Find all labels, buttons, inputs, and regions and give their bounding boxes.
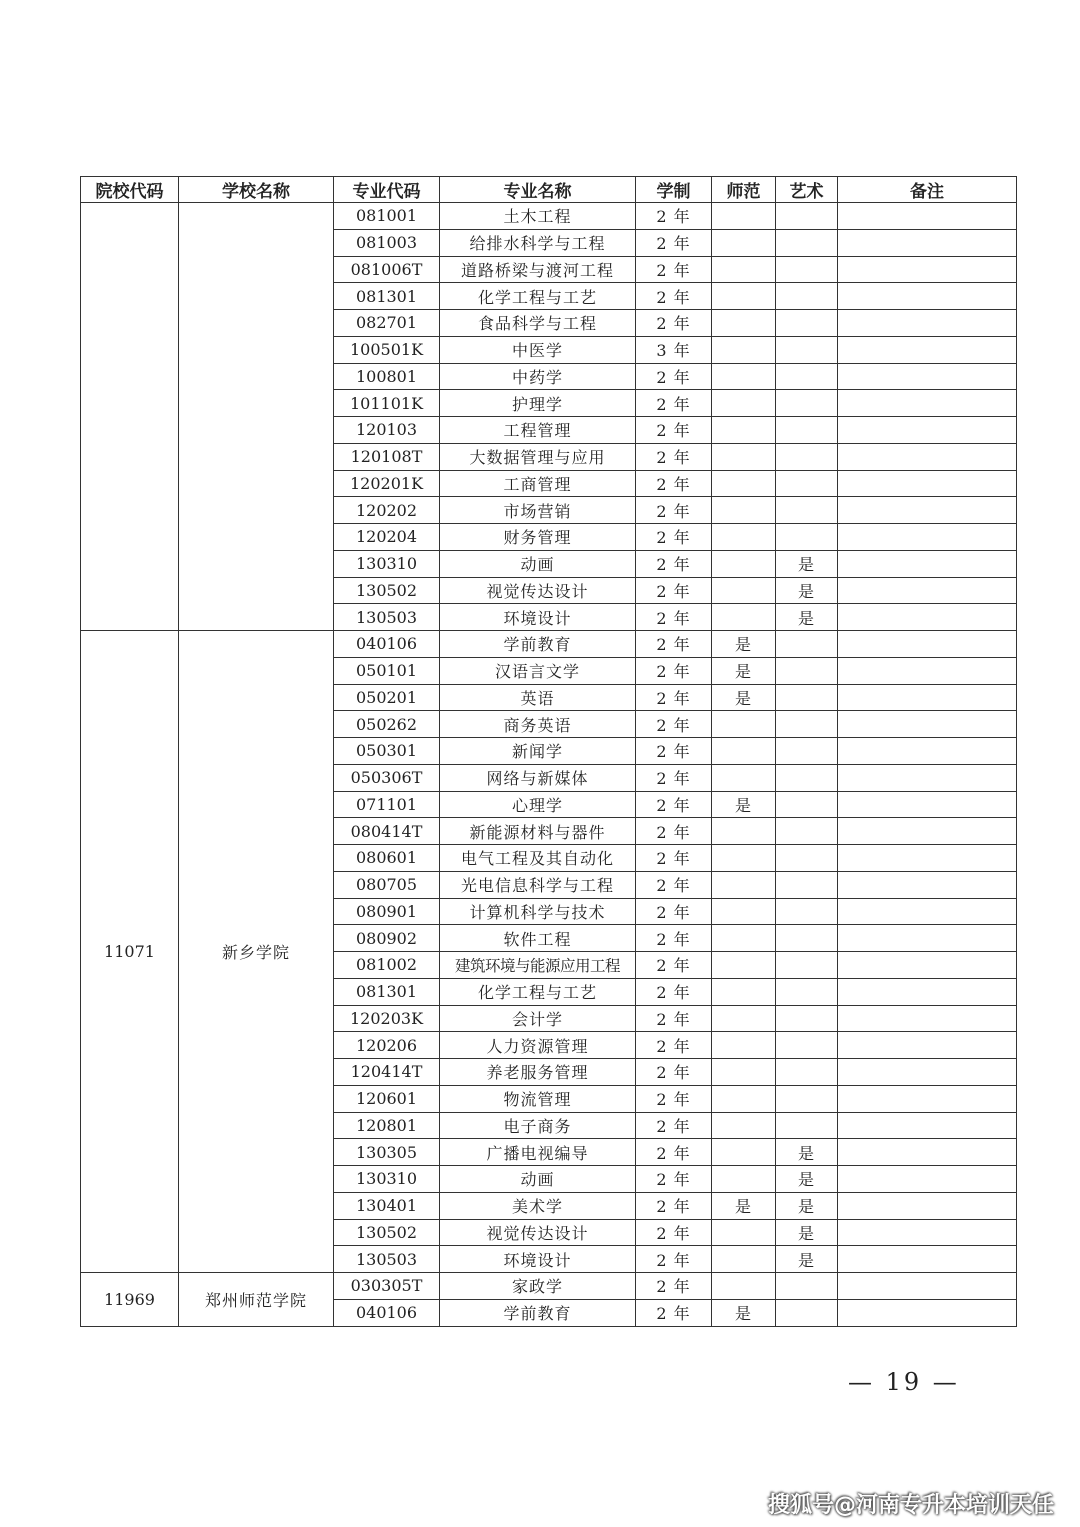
art-cell: [776, 229, 838, 256]
major-name-cell: 养老服务管理: [440, 1059, 636, 1086]
art-cell: [776, 524, 838, 551]
normal-cell: [712, 1273, 776, 1300]
major-code-cell: 130503: [334, 604, 440, 631]
note-cell: [838, 791, 1017, 818]
major-code-cell: 130401: [334, 1192, 440, 1219]
normal-cell: [712, 256, 776, 283]
major-table: [80, 176, 1017, 1327]
major-code-cell: 130310: [334, 1166, 440, 1193]
note-cell: [838, 1192, 1017, 1219]
normal-cell: [712, 417, 776, 444]
header-major-name: 专业名称: [440, 177, 636, 203]
normal-cell: [712, 390, 776, 417]
header-major-code: 专业代码: [334, 177, 440, 203]
major-code-cell: 120202: [334, 497, 440, 524]
art-cell: [776, 417, 838, 444]
major-name-cell: 商务英语: [440, 711, 636, 738]
normal-cell: [712, 1032, 776, 1059]
major-code-cell: 050262: [334, 711, 440, 738]
art-cell: [776, 845, 838, 872]
school-name-cell: [179, 203, 334, 631]
major-code-cell: 130305: [334, 1139, 440, 1166]
note-cell: [838, 684, 1017, 711]
art-cell: [776, 497, 838, 524]
art-cell: [776, 336, 838, 363]
art-cell: 是: [776, 1139, 838, 1166]
art-cell: [776, 738, 838, 765]
major-name-cell: 心理学: [440, 791, 636, 818]
art-cell: [776, 390, 838, 417]
major-code-cell: 120201K: [334, 470, 440, 497]
normal-cell: [712, 550, 776, 577]
major-code-cell: 130502: [334, 1219, 440, 1246]
art-cell: [776, 1032, 838, 1059]
normal-cell: [712, 818, 776, 845]
major-code-cell: 050306T: [334, 764, 440, 791]
note-cell: [838, 1032, 1017, 1059]
major-name-cell: 学前教育: [440, 631, 636, 658]
normal-cell: [712, 978, 776, 1005]
art-cell: [776, 631, 838, 658]
art-cell: [776, 952, 838, 979]
art-cell: [776, 764, 838, 791]
note-cell: [838, 711, 1017, 738]
years-cell: 2 年: [636, 1085, 712, 1112]
major-code-cell: 130310: [334, 550, 440, 577]
years-cell: 2 年: [636, 363, 712, 390]
years-cell: 2 年: [636, 1059, 712, 1086]
major-name-cell: 家政学: [440, 1273, 636, 1300]
normal-cell: [712, 1005, 776, 1032]
art-cell: [776, 898, 838, 925]
years-cell: 2 年: [636, 657, 712, 684]
major-name-cell: 动画: [440, 550, 636, 577]
note-cell: [838, 631, 1017, 658]
major-name-cell: 给排水科学与工程: [440, 229, 636, 256]
major-code-cell: 100501K: [334, 336, 440, 363]
header-row: [81, 177, 1017, 203]
note-cell: [838, 1246, 1017, 1273]
art-cell: [776, 818, 838, 845]
normal-cell: [712, 363, 776, 390]
normal-cell: [712, 1166, 776, 1193]
major-code-cell: 082701: [334, 310, 440, 337]
major-name-cell: 汉语言文学: [440, 657, 636, 684]
normal-cell: [712, 604, 776, 631]
normal-cell: [712, 524, 776, 551]
art-cell: [776, 684, 838, 711]
art-cell: [776, 1273, 838, 1300]
table-row: [81, 631, 1017, 658]
school-name-cell: 郑州师范学院: [179, 1273, 334, 1327]
art-cell: 是: [776, 577, 838, 604]
normal-cell: [712, 577, 776, 604]
note-cell: [838, 1273, 1017, 1300]
years-cell: 2 年: [636, 925, 712, 952]
major-name-cell: 新能源材料与器件: [440, 818, 636, 845]
art-cell: [776, 1299, 838, 1326]
table-row: [81, 1273, 1017, 1300]
major-code-cell: 080705: [334, 871, 440, 898]
note-cell: [838, 283, 1017, 310]
art-cell: [776, 203, 838, 230]
major-code-cell: 081001: [334, 203, 440, 230]
major-code-cell: 081002: [334, 952, 440, 979]
major-name-cell: 物流管理: [440, 1085, 636, 1112]
years-cell: 2 年: [636, 604, 712, 631]
years-cell: 2 年: [636, 631, 712, 658]
years-cell: 2 年: [636, 871, 712, 898]
header-years: 学制: [636, 177, 712, 203]
years-cell: 2 年: [636, 711, 712, 738]
school-code-cell: 11969: [81, 1273, 179, 1327]
art-cell: 是: [776, 1166, 838, 1193]
major-name-cell: 大数据管理与应用: [440, 443, 636, 470]
note-cell: [838, 229, 1017, 256]
years-cell: 2 年: [636, 443, 712, 470]
years-cell: 2 年: [636, 1005, 712, 1032]
years-cell: 2 年: [636, 1299, 712, 1326]
note-cell: [838, 871, 1017, 898]
normal-cell: [712, 1059, 776, 1086]
note-cell: [838, 1112, 1017, 1139]
normal-cell: [712, 1246, 776, 1273]
note-cell: [838, 604, 1017, 631]
art-cell: 是: [776, 1246, 838, 1273]
major-name-cell: 环境设计: [440, 604, 636, 631]
normal-cell: [712, 1139, 776, 1166]
major-code-cell: 130503: [334, 1246, 440, 1273]
years-cell: 2 年: [636, 1032, 712, 1059]
years-cell: 2 年: [636, 229, 712, 256]
note-cell: [838, 470, 1017, 497]
years-cell: 2 年: [636, 1192, 712, 1219]
header-school-name: 学校名称: [179, 177, 334, 203]
note-cell: [838, 390, 1017, 417]
normal-cell: [712, 310, 776, 337]
normal-cell: 是: [712, 1192, 776, 1219]
note-cell: [838, 524, 1017, 551]
major-code-cell: 050301: [334, 738, 440, 765]
note-cell: [838, 256, 1017, 283]
note-cell: [838, 1005, 1017, 1032]
years-cell: 2 年: [636, 497, 712, 524]
art-cell: 是: [776, 604, 838, 631]
art-cell: [776, 978, 838, 1005]
years-cell: 2 年: [636, 1219, 712, 1246]
page-number: — 19 —: [848, 1368, 960, 1396]
years-cell: 2 年: [636, 845, 712, 872]
major-name-cell: 视觉传达设计: [440, 1219, 636, 1246]
years-cell: 2 年: [636, 738, 712, 765]
note-cell: [838, 1059, 1017, 1086]
major-name-cell: 会计学: [440, 1005, 636, 1032]
normal-cell: 是: [712, 1299, 776, 1326]
years-cell: 2 年: [636, 1273, 712, 1300]
normal-cell: [712, 283, 776, 310]
major-code-cell: 050201: [334, 684, 440, 711]
normal-cell: [712, 738, 776, 765]
major-code-cell: 120204: [334, 524, 440, 551]
major-code-cell: 081301: [334, 283, 440, 310]
note-cell: [838, 1139, 1017, 1166]
normal-cell: [712, 203, 776, 230]
art-cell: [776, 1112, 838, 1139]
major-name-cell: 化学工程与工艺: [440, 978, 636, 1005]
art-cell: [776, 711, 838, 738]
major-name-cell: 新闻学: [440, 738, 636, 765]
major-code-cell: 120801: [334, 1112, 440, 1139]
major-code-cell: 101101K: [334, 390, 440, 417]
art-cell: [776, 256, 838, 283]
normal-cell: [712, 443, 776, 470]
major-name-cell: 动画: [440, 1166, 636, 1193]
major-code-cell: 120601: [334, 1085, 440, 1112]
note-cell: [838, 978, 1017, 1005]
major-name-cell: 土木工程: [440, 203, 636, 230]
art-cell: 是: [776, 1192, 838, 1219]
major-name-cell: 财务管理: [440, 524, 636, 551]
years-cell: 2 年: [636, 818, 712, 845]
major-name-cell: 工程管理: [440, 417, 636, 444]
years-cell: 2 年: [636, 952, 712, 979]
note-cell: [838, 363, 1017, 390]
major-code-cell: 120108T: [334, 443, 440, 470]
years-cell: 2 年: [636, 1112, 712, 1139]
normal-cell: [712, 711, 776, 738]
major-code-cell: 120103: [334, 417, 440, 444]
major-name-cell: 中医学: [440, 336, 636, 363]
note-cell: [838, 1085, 1017, 1112]
years-cell: 2 年: [636, 1139, 712, 1166]
major-name-cell: 化学工程与工艺: [440, 283, 636, 310]
years-cell: 2 年: [636, 684, 712, 711]
major-code-cell: 080902: [334, 925, 440, 952]
normal-cell: 是: [712, 684, 776, 711]
note-cell: [838, 497, 1017, 524]
art-cell: [776, 310, 838, 337]
note-cell: [838, 738, 1017, 765]
major-code-cell: 081006T: [334, 256, 440, 283]
major-code-cell: 050101: [334, 657, 440, 684]
note-cell: [838, 1299, 1017, 1326]
note-cell: [838, 443, 1017, 470]
major-code-cell: 120203K: [334, 1005, 440, 1032]
major-name-cell: 软件工程: [440, 925, 636, 952]
years-cell: 2 年: [636, 283, 712, 310]
note-cell: [838, 336, 1017, 363]
major-name-cell: 学前教育: [440, 1299, 636, 1326]
normal-cell: [712, 925, 776, 952]
major-name-cell: 中药学: [440, 363, 636, 390]
major-name-cell: 电气工程及其自动化: [440, 845, 636, 872]
normal-cell: 是: [712, 631, 776, 658]
years-cell: 2 年: [636, 1166, 712, 1193]
note-cell: [838, 898, 1017, 925]
school-name-cell: 新乡学院: [179, 631, 334, 1273]
art-cell: [776, 1005, 838, 1032]
normal-cell: [712, 336, 776, 363]
note-cell: [838, 818, 1017, 845]
header-note: 备注: [838, 177, 1017, 203]
major-name-cell: 美术学: [440, 1192, 636, 1219]
note-cell: [838, 550, 1017, 577]
major-code-cell: 040106: [334, 1299, 440, 1326]
normal-cell: [712, 898, 776, 925]
school-code-cell: [81, 203, 179, 631]
major-code-cell: 040106: [334, 631, 440, 658]
years-cell: 2 年: [636, 390, 712, 417]
years-cell: 3 年: [636, 336, 712, 363]
major-name-cell: 建筑环境与能源应用工程: [440, 952, 636, 979]
header-normal: 师范: [712, 177, 776, 203]
major-name-cell: 计算机科学与技术: [440, 898, 636, 925]
art-cell: [776, 443, 838, 470]
note-cell: [838, 845, 1017, 872]
note-cell: [838, 657, 1017, 684]
major-name-cell: 光电信息科学与工程: [440, 871, 636, 898]
years-cell: 2 年: [636, 256, 712, 283]
years-cell: 2 年: [636, 764, 712, 791]
major-name-cell: 环境设计: [440, 1246, 636, 1273]
major-code-cell: 081003: [334, 229, 440, 256]
art-cell: [776, 925, 838, 952]
years-cell: 2 年: [636, 1246, 712, 1273]
art-cell: 是: [776, 1219, 838, 1246]
normal-cell: [712, 845, 776, 872]
art-cell: [776, 657, 838, 684]
normal-cell: 是: [712, 791, 776, 818]
years-cell: 2 年: [636, 524, 712, 551]
art-cell: [776, 1059, 838, 1086]
major-name-cell: 视觉传达设计: [440, 577, 636, 604]
header-art: 艺术: [776, 177, 838, 203]
art-cell: [776, 791, 838, 818]
years-cell: 2 年: [636, 310, 712, 337]
years-cell: 2 年: [636, 898, 712, 925]
art-cell: [776, 871, 838, 898]
normal-cell: [712, 229, 776, 256]
note-cell: [838, 764, 1017, 791]
major-name-cell: 护理学: [440, 390, 636, 417]
major-name-cell: 网络与新媒体: [440, 764, 636, 791]
art-cell: [776, 283, 838, 310]
art-cell: 是: [776, 550, 838, 577]
major-name-cell: 道路桥梁与渡河工程: [440, 256, 636, 283]
major-code-cell: 120414T: [334, 1059, 440, 1086]
major-code-cell: 080901: [334, 898, 440, 925]
major-code-cell: 100801: [334, 363, 440, 390]
school-code-cell: 11071: [81, 631, 179, 1273]
years-cell: 2 年: [636, 978, 712, 1005]
note-cell: [838, 952, 1017, 979]
major-code-cell: 080414T: [334, 818, 440, 845]
years-cell: 2 年: [636, 791, 712, 818]
note-cell: [838, 1219, 1017, 1246]
note-cell: [838, 310, 1017, 337]
major-code-cell: 030305T: [334, 1273, 440, 1300]
major-name-cell: 广播电视编导: [440, 1139, 636, 1166]
note-cell: [838, 925, 1017, 952]
art-cell: [776, 470, 838, 497]
normal-cell: [712, 764, 776, 791]
major-name-cell: 工商管理: [440, 470, 636, 497]
major-name-cell: 人力资源管理: [440, 1032, 636, 1059]
art-cell: [776, 363, 838, 390]
watermark: 搜狐号@河南专升本培训天任: [767, 1493, 1054, 1518]
years-cell: 2 年: [636, 577, 712, 604]
major-name-cell: 电子商务: [440, 1112, 636, 1139]
normal-cell: 是: [712, 657, 776, 684]
major-code-cell: 081301: [334, 978, 440, 1005]
years-cell: 2 年: [636, 203, 712, 230]
major-code-cell: 120206: [334, 1032, 440, 1059]
note-cell: [838, 577, 1017, 604]
major-name-cell: 食品科学与工程: [440, 310, 636, 337]
major-name-cell: 市场营销: [440, 497, 636, 524]
note-cell: [838, 1166, 1017, 1193]
normal-cell: [712, 497, 776, 524]
normal-cell: [712, 470, 776, 497]
major-name-cell: 英语: [440, 684, 636, 711]
normal-cell: [712, 871, 776, 898]
table-row: [81, 203, 1017, 230]
years-cell: 2 年: [636, 470, 712, 497]
normal-cell: [712, 952, 776, 979]
note-cell: [838, 417, 1017, 444]
major-code-cell: 130502: [334, 577, 440, 604]
major-code-cell: 071101: [334, 791, 440, 818]
normal-cell: [712, 1112, 776, 1139]
years-cell: 2 年: [636, 550, 712, 577]
normal-cell: [712, 1085, 776, 1112]
art-cell: [776, 1085, 838, 1112]
normal-cell: [712, 1219, 776, 1246]
years-cell: 2 年: [636, 417, 712, 444]
note-cell: [838, 203, 1017, 230]
major-code-cell: 080601: [334, 845, 440, 872]
header-school-code: 院校代码: [81, 177, 179, 203]
